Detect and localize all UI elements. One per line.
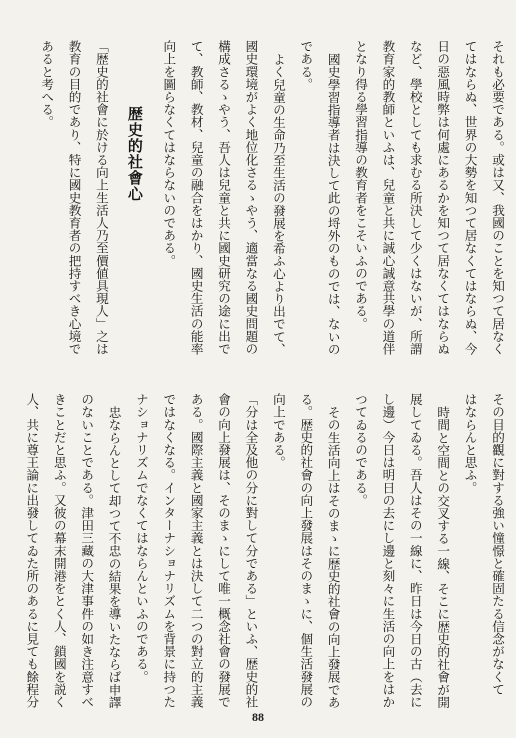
text-column: 「歴史的社會に於ける向上生活人乃至價値具現人」之は: [93, 40, 109, 355]
text-column: 教育家的教師といふは、兒童と共に誠心誠意共學の道伴: [380, 40, 396, 355]
text-column: 會の向上發展は、そのまゝにして唯一概念社會の發展で: [216, 393, 232, 708]
text-column: 日の惡風時弊は何處にあるかを知つて居なくてはならぬ: [435, 40, 451, 355]
text-column: 人、共に尊王論に出發してゐた所のあるに見ても餘程分: [24, 393, 40, 708]
text-column: よく兒童の生命乃至生活の發展を希ふ心より出でて、: [270, 52, 286, 355]
text-column: し邊）今日は明日の去にし邊と刻々に生活の向上をはか: [380, 393, 396, 708]
text-column: 國史環境がよく地位化さるゝやう、適當なる國史問題の: [243, 40, 259, 355]
text-column: である。: [298, 40, 314, 91]
text-column: など、學校としても求むる所決して少くはないが、所謂: [407, 40, 423, 355]
text-column: 向上である。: [270, 393, 286, 469]
text-column: てはならぬ、世界の大勢を知つて居なくてはならぬ、今: [462, 40, 478, 355]
text-column: きことだと思ふ。又彼の幕末開港をとく人、鎖國を説く: [51, 393, 67, 708]
text-column: ナショナリズムでなくてはならんといふのである。: [133, 393, 149, 683]
text-column: 展してゐる。吾人はその一線に、昨日は今日の古（去に: [407, 393, 423, 708]
text-column: 構成さるゝやう、吾人は兒童と共に國史研究の途に出で: [216, 40, 232, 355]
text-column: て、教師、教材、兒童の融合をはかり、國史生活の能率: [188, 40, 204, 355]
text-column: 國史學習指導者は決して此の埒外のものでは、ないの: [325, 52, 341, 355]
upper-text-block: [31, 40, 511, 358]
text-column: それも必要である。或は又、我國のことを知つて居なく: [490, 40, 505, 355]
text-column: 忠ならんとして却つて不忠の結果を導いたならば申譯: [106, 405, 122, 708]
text-column: 時間と空間との交叉する一線、そこに歴史的社會が開: [435, 405, 451, 708]
text-column: のないことである。津田三藏の大津事件の如き注意すべ: [79, 393, 95, 708]
text-column: 「分は全及他の分に對して分である」といふ、歴史的社: [243, 393, 259, 708]
text-column: はならんと思ふ。: [462, 393, 478, 494]
text-column: つてゐるのである。: [353, 393, 369, 507]
lower-text-block: [16, 393, 511, 711]
text-column: その生活向上はそのまゝに歴史的社會の向上發展であ: [325, 405, 341, 708]
text-column: る。歴史的社會の向上發展はそのまゝに、個生活發展の: [298, 393, 314, 708]
page-number: 88: [252, 710, 264, 724]
section-heading: 歴史的社會心: [125, 106, 144, 202]
text-column: ではなくなる。インターナショナリズムを背景に持つた: [161, 393, 177, 708]
text-column: 向上を圖らなくてはならないのである。: [161, 40, 177, 267]
text-column: ある。國際主義と國家主義とは決して二つの對立的主義: [188, 393, 204, 708]
text-column: となり得る學習指導の教育者をこそいふのである。: [353, 40, 369, 330]
text-column: その目的觀に對する強い憧憬と確固たる信念がなくて: [490, 393, 505, 696]
text-column: 教育の目的であり、特に國史教育者の把持すべき心境で: [66, 40, 82, 355]
text-column: あると考へる。: [39, 40, 55, 129]
